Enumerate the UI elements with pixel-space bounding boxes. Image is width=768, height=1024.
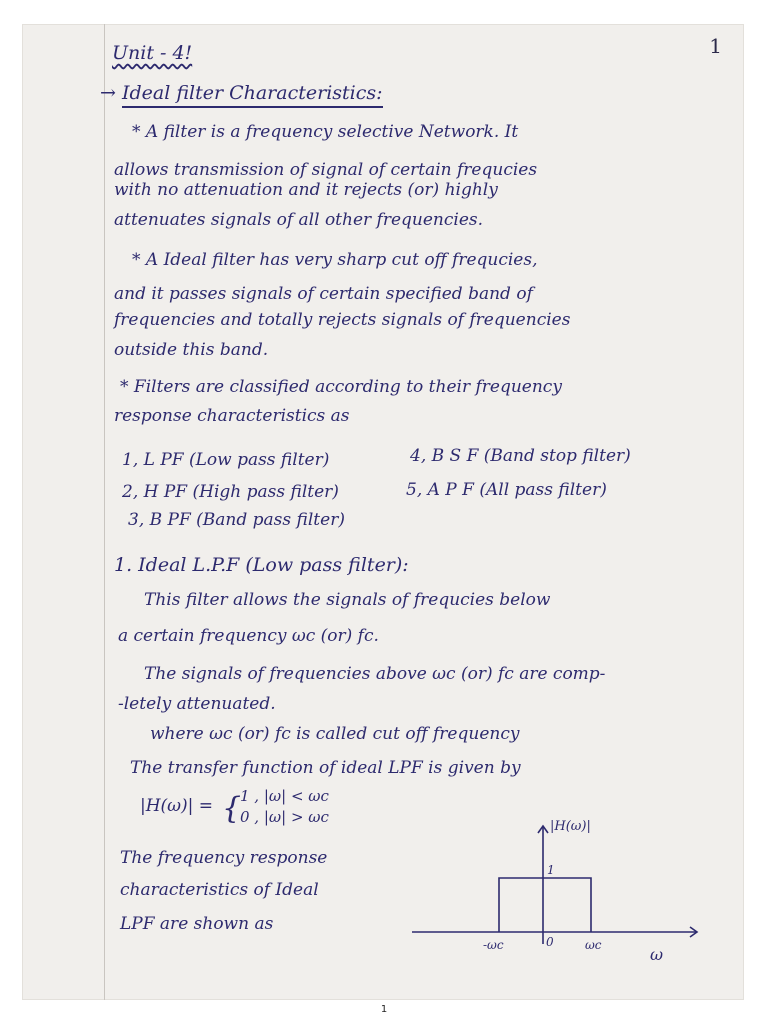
- para1-line: attenuates signals of all other frequencies.: [114, 210, 484, 230]
- lpf-text-line: The transfer function of ideal LPF is given by: [130, 758, 521, 778]
- pos-cutoff-label: ωc: [585, 938, 602, 952]
- section-heading-row: [100, 84, 383, 103]
- transfer-function-case: 1 , |ω| < ωc: [240, 787, 329, 805]
- notebook-page: [22, 24, 744, 1000]
- lpf-text-line: a certain frequency ωc (or) fc.: [118, 626, 379, 646]
- para1-line: allows transmission of signal of certain frequcies: [114, 160, 538, 180]
- para3-line: * Filters are classified according to their frequency: [120, 377, 562, 397]
- x-axis-label: ω: [650, 945, 664, 964]
- filter-type-item: 1, L PF (Low pass filter): [122, 450, 330, 470]
- arrow-right-icon: →: [100, 82, 122, 104]
- lpf-text-line: The signals of frequencies above ωc (or) fc are comp-: [144, 664, 606, 684]
- lpf-heading: 1. Ideal L.P.F (Low pass filter):: [114, 554, 409, 576]
- para2-line: and it passes signals of certain specified band of: [114, 284, 533, 304]
- para1-line: * A filter is a frequency selective Network. It: [132, 122, 519, 142]
- margin-line: [104, 24, 105, 1000]
- brace-glyph: {: [222, 791, 242, 826]
- neg-cutoff-label: -ωc: [483, 938, 504, 952]
- filter-type-item: 3, B PF (Band pass filter): [128, 510, 345, 530]
- level-label: 1: [547, 863, 555, 877]
- page-number-corner: 1: [709, 34, 722, 58]
- origin-label: 0: [546, 935, 554, 949]
- lpf-text-line: This filter allows the signals of frequcies below: [144, 590, 551, 610]
- passband-rectangle: [499, 878, 591, 932]
- para2-line: frequencies and totally rejects signals of frequencies: [114, 310, 571, 330]
- lpf-text-line: where ωc (or) fc is called cut off frequency: [150, 724, 520, 744]
- lpf-text-line: -letely attenuated.: [118, 694, 276, 714]
- transfer-function-lhs: |H(ω)| =: [140, 796, 214, 816]
- lpf-frequency-response-plot: [407, 814, 707, 994]
- page-footer-number: 1: [380, 1004, 388, 1015]
- section-title: Ideal filter Characteristics:: [122, 82, 383, 108]
- para2-line: * A Ideal filter has very sharp cut off frequcies,: [132, 250, 538, 270]
- transfer-function-case: 0 , |ω| > ωc: [240, 808, 329, 826]
- para2-line: outside this band.: [114, 340, 269, 360]
- response-text-line: The frequency response: [120, 848, 328, 868]
- unit-title: Unit - 4!: [112, 42, 193, 64]
- y-axis-label: |H(ω)|: [550, 819, 591, 834]
- filter-type-item: 4, B S F (Band stop filter): [410, 446, 631, 466]
- filter-type-item: 2, H PF (High pass filter): [122, 482, 339, 502]
- para3-line: response characteristics as: [114, 406, 350, 426]
- response-text-line: LPF are shown as: [120, 914, 274, 934]
- response-text-line: characteristics of Ideal: [120, 880, 319, 900]
- filter-type-item: 5, A P F (All pass filter): [406, 480, 607, 500]
- para1-line: with no attenuation and it rejects (or) highly: [114, 180, 498, 200]
